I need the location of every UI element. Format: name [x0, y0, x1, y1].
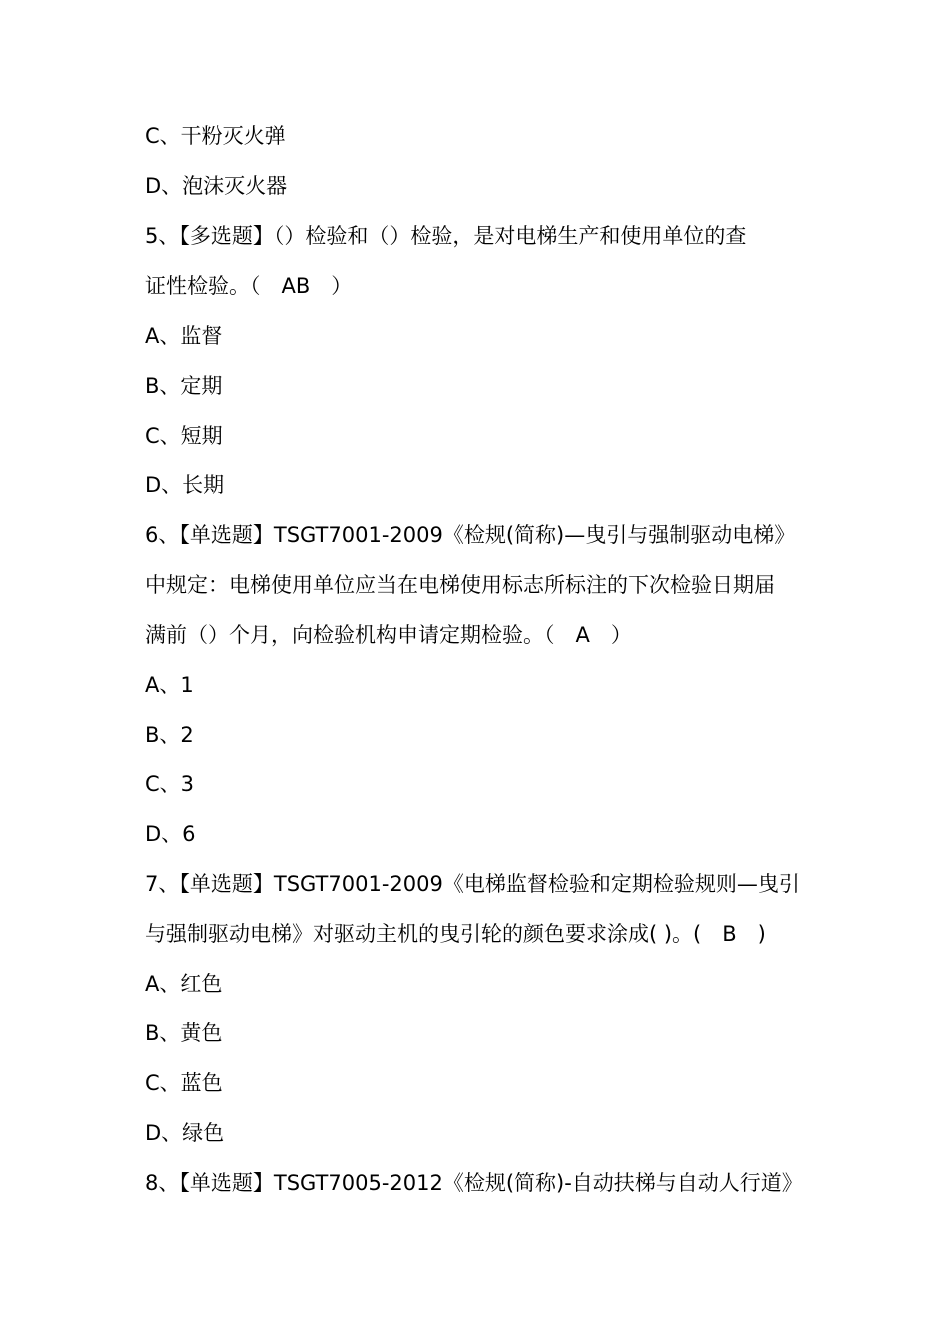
option-a-q7: A、红色	[145, 972, 223, 996]
question-7-line-1: 7、【单选题】TSGT7001-2009《电梯监督检验和定期检验规则—曳引	[145, 872, 800, 896]
question-7-line-2: 与强制驱动电梯》对驱动主机的曳引轮的颜色要求涂成( )。( B )	[145, 922, 766, 946]
question-5-line-1: 5、【多选题】（）检验和（）检验，是对电梯生产和使用单位的查	[145, 224, 747, 248]
option-d-q5: D、长期	[145, 473, 225, 497]
option-c-q4: C、干粉灭火弹	[145, 124, 286, 148]
question-8-line-1: 8、【单选题】TSGT7005-2012《检规(简称)-自动扶梯与自动人行道》	[145, 1171, 803, 1195]
question-6-line-2: 中规定：电梯使用单位应当在电梯使用标志所标注的下次检验日期届	[145, 573, 775, 597]
option-d-q4: D、泡沫灭火器	[145, 174, 288, 198]
question-6-line-3: 满前（）个月，向检验机构申请定期检验。（ A ）	[145, 623, 632, 647]
question-5-line-2: 证性检验。（ AB ）	[145, 274, 353, 298]
option-d-q7: D、绿色	[145, 1121, 225, 1145]
option-d-q6: D、6	[145, 822, 196, 846]
option-b-q5: B、定期	[145, 374, 223, 398]
option-c-q5: C、短期	[145, 424, 223, 448]
option-b-q6: B、2	[145, 723, 194, 747]
option-c-q7: C、蓝色	[145, 1071, 223, 1095]
option-c-q6: C、3	[145, 772, 195, 796]
option-a-q5: A、监督	[145, 324, 223, 348]
question-6-line-1: 6、【单选题】TSGT7001-2009《检规(简称)—曳引与强制驱动电梯》	[145, 523, 796, 547]
option-a-q6: A、1	[145, 673, 194, 697]
option-b-q7: B、黄色	[145, 1021, 223, 1045]
